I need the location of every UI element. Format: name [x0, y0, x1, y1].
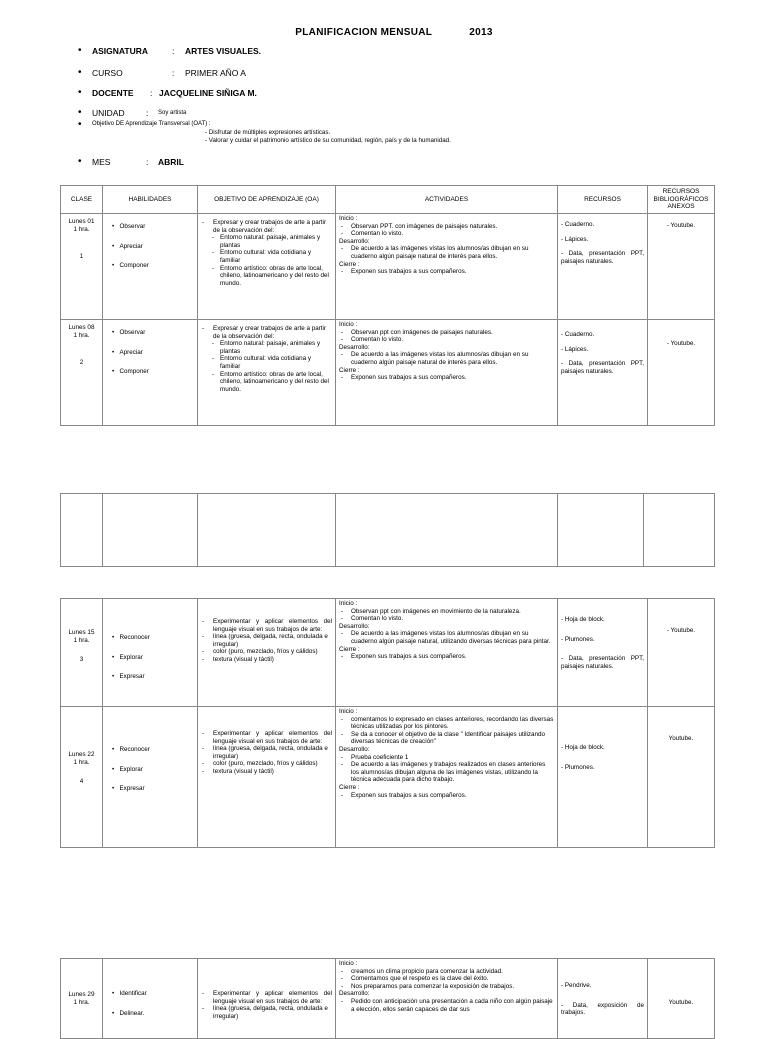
col-recursos: RECURSOS [558, 186, 648, 214]
asignatura-value: ARTES VISUALES. [185, 46, 262, 56]
objetivo-label: Objetivo DE Aprendizaje Transversal (OAT) : [92, 121, 211, 127]
bullet-icon: • [78, 87, 82, 98]
col-clase: CLASE [61, 186, 103, 214]
title-year: 2013 [469, 27, 493, 38]
empty-cell [644, 494, 715, 567]
objetivo-cell: - Experimentar y aplicar elementos del lenguaje visual en sus trabajos de arte: - línea (gruesa, delgada, recta, ondulada e irregular) - color (puro, mezclado, fríos y cálidos) - textura (visual y táctil) [198, 707, 336, 848]
clase-cell: Lunes 15 1 hra. 3 [61, 599, 103, 707]
unidad-label: UNIDAD [92, 108, 125, 118]
bullet-icon: • [78, 156, 82, 167]
docente-value: JACQUELINE SIÑIGA M. [159, 88, 257, 98]
bibliografia-cell: - Youtube. [648, 320, 715, 426]
actividades-cell: Inicio : - creamos un clima propicio para comenzar la actividad. - Comentamos que el respeto es la clave del éxito. - Nos preparamos para comenzar la exposición de trabajos. Desarrollo: - Pedido con anticipación una presentación a cada niño con algún paisaje a elección, ellos serán capaces de dar sus [336, 959, 558, 1039]
bibliografia-cell: - Youtube. [648, 214, 715, 320]
table-row [61, 320, 715, 426]
skills-cell: • Observar • Apreciar • Componer [103, 214, 198, 320]
clase-cell: Lunes 29 1 hra. [61, 959, 103, 1039]
colon: : [146, 157, 149, 167]
col-actividades: ACTIVIDADES [336, 186, 558, 214]
mes-label: MES [92, 157, 111, 167]
table-row [61, 214, 715, 320]
bullet-icon: • [78, 45, 82, 56]
empty-cell [61, 494, 103, 567]
bibliografia-cell: Youtube. [648, 959, 715, 1039]
skills-cell: • Reconocer • Explorar • Expresar [103, 707, 198, 848]
curso-value: PRIMER AÑO A [185, 68, 246, 78]
page-title [0, 27, 768, 38]
asignatura-label: ASIGNATURA [92, 46, 149, 56]
objetivo-cell: - Experimentar y aplicar elementos del lenguaje visual en sus trabajos de arte: - línea (gruesa, delgada, recta, ondulada e irregular) - color (puro, mezclado, fríos y cálidos) - textura (visual y táctil) [198, 599, 336, 707]
recursos-cell: - Hoja de block. - Plumones. - Data, presentación PPT, paisajes naturales. [558, 599, 648, 707]
col-habilidades: HABILIDADES [103, 186, 198, 214]
skills-cell: • Identificar • Delinear. [103, 959, 198, 1039]
clase-cell: Lunes 22 1 hra. 4 [61, 707, 103, 848]
actividades-cell: Inicio : - Observan ppt con imágenes en movimiento de la naturaleza. - Comentan lo visto. Desarrollo: - De acuerdo a las imágenes vistas los alumnos/as dibujan en su cuaderno algún paisaje natural, utilizando diversas técnicas para pintar. Cierre : - Exponen sus trabajos a sus compañeros. [336, 599, 558, 707]
empty-cell [558, 494, 644, 567]
actividades-cell: Inicio : - Observan ppt con imágenes de paisajes naturales. - Comentan lo visto. Desarrollo: - De acuerdo a las imágenes vistas los alumnos/as dibujan en su cuaderno algún paisaje natural de interés para ellos. Cierre : - Exponen sus trabajos a sus compañeros. [336, 320, 558, 426]
objetivo-cell: - Expresar y crear trabajos de arte a partir de la observación del: - Entorno natural: paisaje, animales y plantas - Entorno cultural: vida cotidiana y familiar - Entorno artístico: obras de arte local, chileno, latinoamericano y del resto del mundo. [198, 214, 336, 320]
recursos-cell: - Hoja de block. - Plumones. [558, 707, 648, 848]
colon: : [150, 88, 153, 98]
docente-label: DOCENTE [92, 88, 134, 98]
empty-cell [336, 494, 558, 567]
empty-cell [103, 494, 198, 567]
oat-list [205, 129, 451, 145]
clase-cell: Lunes 01 1 hra. 1 [61, 214, 103, 320]
colon: : [146, 108, 149, 118]
empty-cell [198, 494, 336, 567]
col-bibliografia: RECURSOS BIBLIOGRÁFICOS ANEXOS [648, 186, 715, 214]
actividades-cell: Inicio : - Observan PPT. con imágenes de paisajes naturales. - Comentan lo visto. Desarrollo: - De acuerdo a las imágenes vistas los alumnos/as dibujan en su cuaderno algún paisaje natural de interés para ellos. Cierre : - Exponen sus trabajos a sus compañeros. [336, 214, 558, 320]
plan-table-2 [60, 598, 715, 848]
col-objetivo: OBJETIVO DE APRENDIZAJE (OA) [198, 186, 336, 214]
plan-table-3 [60, 958, 715, 1039]
colon: : [172, 46, 175, 56]
objetivo-cell: - Expresar y crear trabajos de arte a partir de la observación del: - Entorno natural: paisaje, animales y plantas - Entorno cultural: vida cotidiana y familiar - Entorno artístico: obras de arte local, chileno, latinoamericano y del resto del mundo. [198, 320, 336, 426]
bibliografia-cell: Youtube. [648, 707, 715, 848]
actividades-cell: Inicio : - comentamos lo expresado en clases anteriores, recordando las diversas técnicas utilizadas por los pintores. - Se da a conocer el objetivo de la clase " Identificar paisajes utilizando diversas técnicas de creación" Desarrollo: - Prueba coeficiente 1 - De acuerdo a las imágenes y trabajos realizados en clases anteriores los alumnos/as dibujan alguna de las imágenes vistas, utilizando la técnica adecuada para dicho trabajo. Cierre : - Exponen sus trabajos a sus compañeros. [336, 707, 558, 848]
recursos-cell: - Cuaderno. - Lápices. - Data, presentación PPT, paisajes naturales. [558, 214, 648, 320]
objetivo-cell: - Experimentar y aplicar elementos del lenguaje visual en sus trabajos de arte: - línea (gruesa, delgada, recta, ondulada e irregular) [198, 959, 336, 1039]
bullet-icon: • [78, 67, 82, 78]
bullet-icon: • [78, 107, 82, 118]
skills-cell: • Observar • Apreciar • Componer [103, 320, 198, 426]
bibliografia-cell: - Youtube. [648, 599, 715, 707]
unidad-value: Soy artista [158, 110, 187, 116]
table-row [61, 959, 715, 1039]
table-row [61, 599, 715, 707]
skills-cell: • Reconocer • Explorar • Expresar [103, 599, 198, 707]
curso-label: CURSO [92, 68, 123, 78]
mes-value: ABRIL [158, 157, 184, 167]
oat-item: - Disfrutar de múltiples expresiones artísticas. [205, 129, 331, 136]
empty-table [60, 493, 715, 567]
clase-cell: Lunes 08 1 hra. 2 [61, 320, 103, 426]
table-row [61, 707, 715, 848]
plan-table-1 [60, 185, 715, 426]
recursos-cell: - Pendrive. - Data, exposición de trabajos. [558, 959, 648, 1039]
bullet-icon: • [78, 119, 82, 130]
title-text: PLANIFICACION MENSUAL [295, 27, 433, 38]
colon: : [172, 68, 175, 78]
oat-item: - Valorar y cuidar el patrimonio artístico de su comunidad, región, país y de la humanidad. [205, 137, 451, 144]
recursos-cell: - Cuaderno. - Lápices. - Data, presentación PPT, paisajes naturales. [558, 320, 648, 426]
